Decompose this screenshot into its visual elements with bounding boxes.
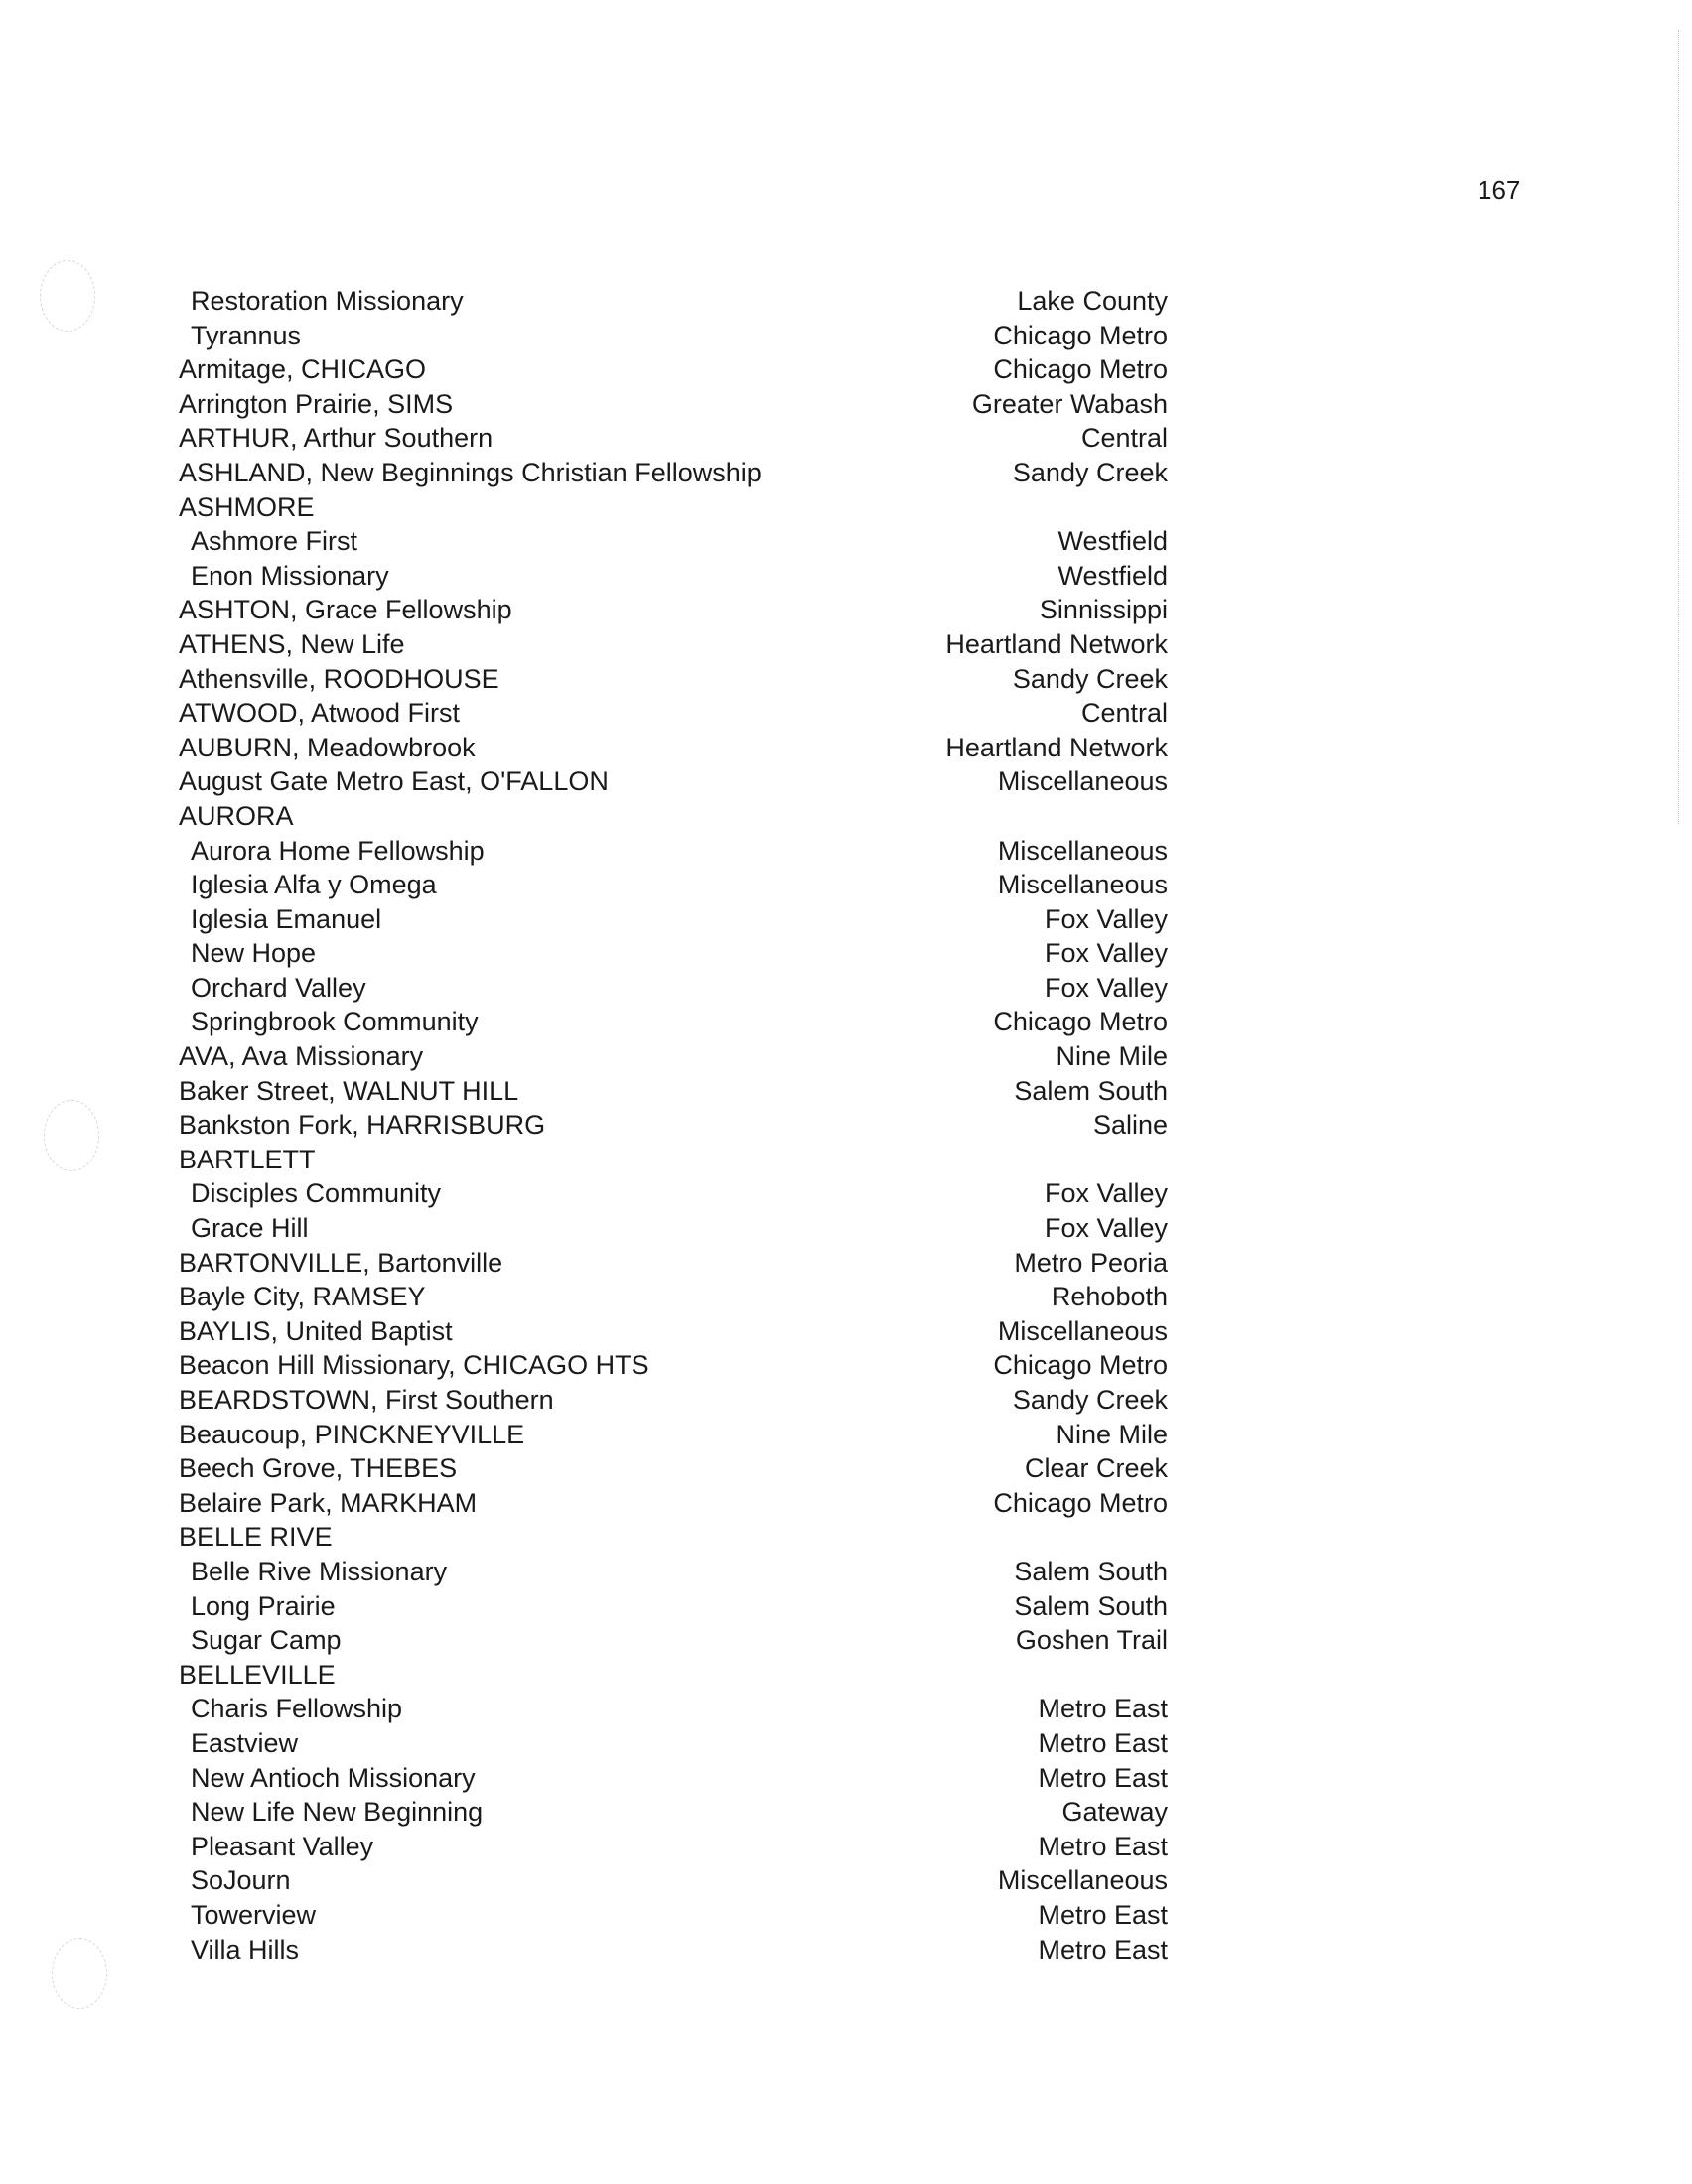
directory-entry [0, 1761, 1692, 1796]
directory-entry [0, 1520, 1692, 1555]
church-name: New Antioch Missionary [191, 1762, 476, 1793]
association-name: Fox Valley [1044, 972, 1168, 1003]
church-name: ASHTON, Grace Fellowship [179, 595, 512, 625]
church-name: BAYLIS, United Baptist [179, 1315, 453, 1346]
association-name: Sandy Creek [1012, 663, 1168, 694]
directory-entry [0, 1658, 1692, 1693]
directory-entry [0, 1795, 1692, 1830]
church-name: BEARDSTOWN, First Southern [179, 1385, 554, 1415]
association-name: Salem South [1014, 1075, 1168, 1106]
directory-entry [0, 731, 1692, 765]
association-name: Chicago Metro [993, 320, 1168, 350]
association-name: Salem South [1014, 1590, 1168, 1621]
directory-entry [0, 1555, 1692, 1589]
church-name: ARTHUR, Arthur Southern [179, 423, 494, 454]
association-name: Saline [1092, 1110, 1168, 1141]
church-name: SoJourn [191, 1865, 291, 1896]
church-name: Aurora Home Fellowship [191, 835, 485, 866]
church-name: Eastview [191, 1727, 299, 1758]
directory-entry [0, 1314, 1692, 1349]
church-name: Bayle City, RAMSEY [179, 1282, 426, 1312]
church-name: Athensville, ROODHOUSE [179, 663, 499, 694]
directory-entry [0, 593, 1692, 627]
directory-listing [0, 284, 1692, 1967]
directory-entry [0, 1863, 1692, 1898]
church-name: Villa Hills [191, 1934, 300, 1965]
church-name: Beaucoup, PINCKNEYVILLE [179, 1419, 525, 1449]
association-name: Goshen Trail [1015, 1625, 1168, 1656]
directory-entry [0, 627, 1692, 662]
church-name: Enon Missionary [191, 560, 389, 591]
association-name: Lake County [1017, 286, 1168, 316]
association-name: Sandy Creek [1012, 457, 1168, 487]
association-name: Rehoboth [1051, 1282, 1168, 1312]
church-name: ASHLAND, New Beginnings Christian Fellowship [179, 457, 762, 487]
directory-entry [0, 1211, 1692, 1246]
church-name: August Gate Metro East, O'FALLON [179, 766, 609, 797]
church-name: Beacon Hill Missionary, CHICAGO HTS [179, 1350, 649, 1381]
association-name: Miscellaneous [997, 1865, 1168, 1896]
association-name: Westfield [1058, 526, 1168, 557]
church-name: BELLEVILLE [179, 1659, 336, 1690]
association-name: Nine Mile [1056, 1041, 1168, 1072]
directory-entry [0, 1176, 1692, 1211]
directory-entry [0, 284, 1692, 319]
church-name: Orchard Valley [191, 972, 366, 1003]
association-name: Fox Valley [1044, 903, 1168, 934]
church-name: Tyrannus [191, 320, 302, 350]
church-name: Pleasant Valley [191, 1831, 374, 1861]
church-name: Belle Rive Missionary [191, 1556, 448, 1586]
church-name: Armitage, CHICAGO [179, 354, 427, 385]
church-name: New Hope [191, 938, 317, 969]
church-name: ATWOOD, Atwood First [179, 698, 461, 729]
church-name: BARTLETT [179, 1144, 316, 1174]
association-name: Sinnissippi [1039, 595, 1168, 625]
association-name: Metro East [1038, 1831, 1168, 1861]
directory-entry [0, 936, 1692, 971]
church-name: Charis Fellowship [191, 1694, 403, 1724]
church-name: BELLE RIVE [179, 1522, 333, 1553]
church-name: Restoration Missionary [191, 286, 464, 316]
association-name: Salem South [1014, 1556, 1168, 1586]
church-name: Belaire Park, MARKHAM [179, 1487, 478, 1518]
directory-entry [0, 1039, 1692, 1074]
association-name: Central [1080, 423, 1168, 454]
association-name: Metro East [1038, 1727, 1168, 1758]
church-name: ASHMORE [179, 491, 315, 522]
directory-entry [0, 1692, 1692, 1726]
church-name: Iglesia Emanuel [191, 903, 382, 934]
church-name: Springbrook Community [191, 1007, 479, 1037]
church-name: Iglesia Alfa y Omega [191, 870, 437, 900]
association-name: Metro Peoria [1014, 1247, 1168, 1278]
church-name: AUBURN, Meadowbrook [179, 732, 476, 762]
association-name: Metro East [1038, 1899, 1168, 1930]
association-name: Clear Creek [1024, 1453, 1168, 1484]
directory-entry [0, 1348, 1692, 1383]
church-name: New Life New Beginning [191, 1797, 484, 1828]
association-name: Heartland Network [945, 628, 1168, 659]
church-name: Arrington Prairie, SIMS [179, 388, 454, 419]
association-name: Sandy Creek [1012, 1385, 1168, 1415]
association-name: Fox Valley [1044, 1178, 1168, 1209]
association-name: Miscellaneous [997, 1315, 1168, 1346]
association-name: Metro East [1038, 1762, 1168, 1793]
church-name: Baker Street, WALNUT HILL [179, 1075, 519, 1106]
directory-entry [0, 1726, 1692, 1761]
directory-entry [0, 1486, 1692, 1521]
directory-entry [0, 1589, 1692, 1624]
directory-entry [0, 456, 1692, 490]
directory-entry [0, 1623, 1692, 1658]
directory-entry [0, 1108, 1692, 1143]
directory-entry [0, 1074, 1692, 1109]
directory-entry [0, 1451, 1692, 1486]
directory-entry [0, 1143, 1692, 1177]
association-name: Nine Mile [1056, 1419, 1168, 1449]
church-name: Sugar Camp [191, 1625, 342, 1656]
directory-entry [0, 1280, 1692, 1314]
church-name: AURORA [179, 800, 294, 831]
directory-entry [0, 1383, 1692, 1418]
association-name: Metro East [1038, 1934, 1168, 1965]
association-name: Westfield [1058, 560, 1168, 591]
association-name: Gateway [1061, 1797, 1168, 1828]
church-name: ATHENS, New Life [179, 628, 405, 659]
directory-entry [0, 1418, 1692, 1452]
association-name: Miscellaneous [997, 766, 1168, 797]
directory-entry [0, 868, 1692, 902]
directory-entry [0, 971, 1692, 1006]
church-name: Towerview [191, 1899, 317, 1930]
directory-entry [0, 902, 1692, 937]
association-name: Chicago Metro [993, 1350, 1168, 1381]
directory-entry [0, 524, 1692, 559]
association-name: Miscellaneous [997, 835, 1168, 866]
church-name: Beech Grove, THEBES [179, 1453, 458, 1484]
church-name: Ashmore First [191, 526, 358, 557]
association-name: Heartland Network [945, 732, 1168, 762]
directory-entry [0, 559, 1692, 594]
directory-entry [0, 1898, 1692, 1933]
directory-entry [0, 834, 1692, 869]
association-name: Central [1080, 698, 1168, 729]
church-name: Bankston Fork, HARRISBURG [179, 1110, 546, 1141]
directory-entry [0, 1005, 1692, 1039]
directory-entry [0, 662, 1692, 697]
association-name: Fox Valley [1044, 938, 1168, 969]
church-name: AVA, Ava Missionary [179, 1041, 424, 1072]
directory-entry [0, 1933, 1692, 1968]
directory-entry [0, 387, 1692, 422]
association-name: Chicago Metro [993, 354, 1168, 385]
church-name: Grace Hill [191, 1213, 309, 1244]
directory-entry [0, 799, 1692, 834]
directory-entry [0, 319, 1692, 353]
directory-entry [0, 1830, 1692, 1864]
church-name: Disciples Community [191, 1178, 442, 1209]
association-name: Chicago Metro [993, 1007, 1168, 1037]
page-number: 167 [1478, 175, 1521, 205]
association-name: Miscellaneous [997, 870, 1168, 900]
directory-entry [0, 352, 1692, 387]
association-name: Fox Valley [1044, 1213, 1168, 1244]
directory-entry [0, 764, 1692, 799]
association-name: Metro East [1038, 1694, 1168, 1724]
church-name: BARTONVILLE, Bartonville [179, 1247, 503, 1278]
association-name: Chicago Metro [993, 1487, 1168, 1518]
directory-entry [0, 696, 1692, 731]
directory-entry [0, 1246, 1692, 1281]
directory-entry [0, 421, 1692, 456]
directory-entry [0, 490, 1692, 525]
association-name: Greater Wabash [971, 388, 1168, 419]
church-name: Long Prairie [191, 1590, 336, 1621]
